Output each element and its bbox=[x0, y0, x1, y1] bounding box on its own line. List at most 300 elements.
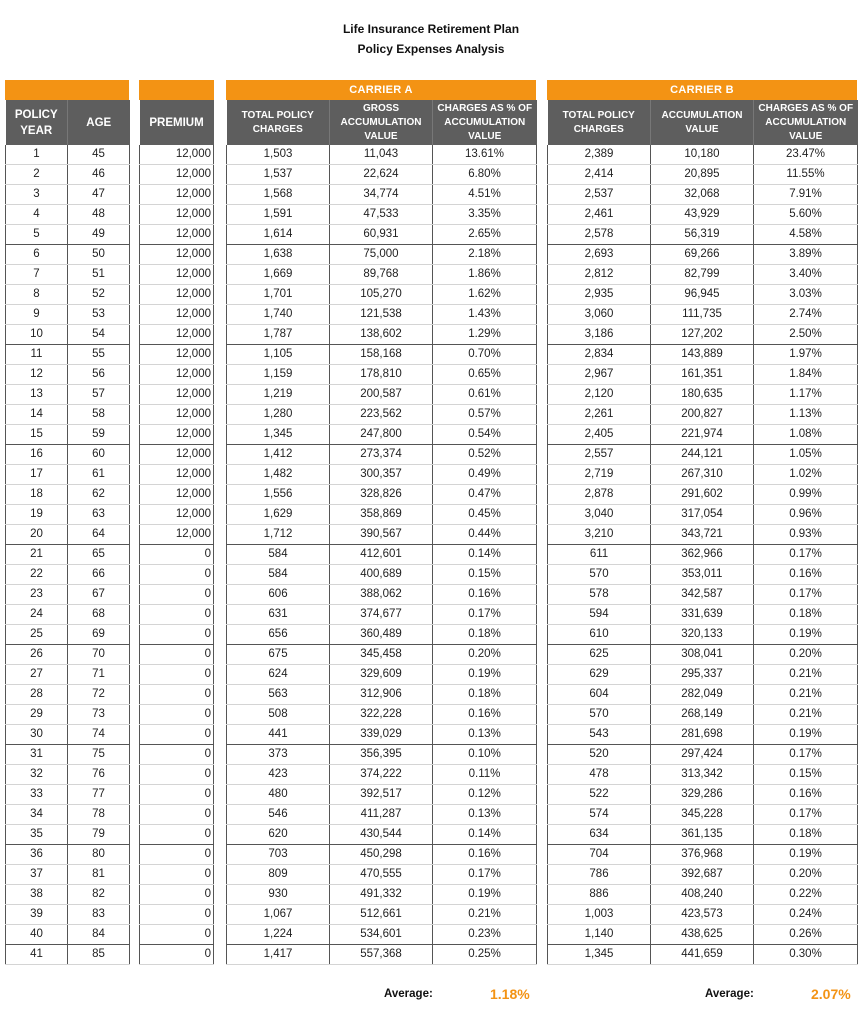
carrier-a-accum-header: GROSS ACCUMULATION VALUE bbox=[330, 100, 433, 145]
carrier-a-total-charges-cell: 631 bbox=[227, 605, 330, 625]
table-row bbox=[548, 225, 858, 245]
table-row bbox=[6, 685, 130, 705]
age-cell: 59 bbox=[68, 425, 130, 445]
carrier-b-accum-cell: 329,286 bbox=[651, 785, 754, 805]
carrier-b-accum-cell: 295,337 bbox=[651, 665, 754, 685]
carrier-b-total-charges-cell: 625 bbox=[548, 645, 651, 665]
premium-cell: 0 bbox=[140, 905, 214, 925]
age-cell: 49 bbox=[68, 225, 130, 245]
table-row bbox=[140, 805, 214, 825]
table-row bbox=[6, 825, 130, 845]
table-row bbox=[548, 365, 858, 385]
carrier-a-pct-cell: 0.16% bbox=[433, 585, 537, 605]
carrier-b-pct-cell: 0.19% bbox=[754, 625, 858, 645]
carrier-a-total-charges-cell: 606 bbox=[227, 585, 330, 605]
table-row bbox=[227, 865, 537, 885]
carrier-a-accum-cell: 273,374 bbox=[330, 445, 433, 465]
carrier-b-accum-cell: 111,735 bbox=[651, 305, 754, 325]
carrier-b-total-charges-cell: 594 bbox=[548, 605, 651, 625]
table-row bbox=[227, 625, 537, 645]
carrier-a-pct-cell: 0.52% bbox=[433, 445, 537, 465]
carrier-b-total-charges-cell: 1,003 bbox=[548, 905, 651, 925]
premium-cell: 0 bbox=[140, 565, 214, 585]
carrier-b-accum-cell: 376,968 bbox=[651, 845, 754, 865]
carrier-b-pct-cell: 1.13% bbox=[754, 405, 858, 425]
carrier-a-total-charges-cell: 1,503 bbox=[227, 145, 330, 165]
carrier-b-pct-cell: 3.40% bbox=[754, 265, 858, 285]
policy-year-cell: 12 bbox=[6, 365, 68, 385]
table-row bbox=[6, 425, 130, 445]
carrier-b-pct-cell: 0.17% bbox=[754, 585, 858, 605]
carrier-a-accum-cell: 430,544 bbox=[330, 825, 433, 845]
table-row bbox=[227, 705, 537, 725]
table-row bbox=[6, 925, 130, 945]
table-row bbox=[140, 465, 214, 485]
carrier-a-pct-cell: 2.65% bbox=[433, 225, 537, 245]
table-row bbox=[6, 545, 130, 565]
table-row bbox=[140, 385, 214, 405]
carrier-a-pct-cell: 0.17% bbox=[433, 605, 537, 625]
table-row bbox=[140, 905, 214, 925]
carrier-a-total-charges-cell: 1,701 bbox=[227, 285, 330, 305]
carrier-a-pct-cell: 1.86% bbox=[433, 265, 537, 285]
table-row bbox=[140, 925, 214, 945]
carrier-a-accum-cell: 512,661 bbox=[330, 905, 433, 925]
premium-cell: 12,000 bbox=[140, 365, 214, 385]
table-row bbox=[548, 745, 858, 765]
table-row bbox=[6, 225, 130, 245]
carrier-b-pct-cell: 0.30% bbox=[754, 945, 858, 965]
table-row bbox=[227, 425, 537, 445]
age-cell: 73 bbox=[68, 705, 130, 725]
carrier-b-pct-cell: 0.20% bbox=[754, 865, 858, 885]
policy-year-cell: 28 bbox=[6, 685, 68, 705]
carrier-b-pct-cell: 0.17% bbox=[754, 545, 858, 565]
carrier-b-pct-cell: 0.17% bbox=[754, 805, 858, 825]
carrier-a-accum-cell: 339,029 bbox=[330, 725, 433, 745]
carrier-a-pct-cell: 6.80% bbox=[433, 165, 537, 185]
carrier-b-heading: CARRIER B bbox=[547, 80, 857, 100]
table-row bbox=[227, 405, 537, 425]
table-row bbox=[140, 145, 214, 165]
carrier-a-accum-cell: 356,395 bbox=[330, 745, 433, 765]
age-cell: 76 bbox=[68, 765, 130, 785]
table-row bbox=[227, 485, 537, 505]
carrier-a-total-charges-cell: 1,105 bbox=[227, 345, 330, 365]
carrier-a-accum-cell: 400,689 bbox=[330, 565, 433, 585]
carrier-b-accum-cell: 20,895 bbox=[651, 165, 754, 185]
carrier-b-accum-cell: 317,054 bbox=[651, 505, 754, 525]
table-row bbox=[227, 805, 537, 825]
table-row bbox=[140, 505, 214, 525]
table-row bbox=[140, 565, 214, 585]
policy-year-cell: 8 bbox=[6, 285, 68, 305]
policy-year-cell: 29 bbox=[6, 705, 68, 725]
table-row bbox=[140, 425, 214, 445]
premium-cell: 0 bbox=[140, 585, 214, 605]
age-cell: 53 bbox=[68, 305, 130, 325]
carrier-b-accum-cell: 96,945 bbox=[651, 285, 754, 305]
carrier-b-pct-cell: 3.89% bbox=[754, 245, 858, 265]
table-row bbox=[227, 305, 537, 325]
carrier-a-total-charges-cell: 624 bbox=[227, 665, 330, 685]
premium-cell: 0 bbox=[140, 725, 214, 745]
policy-year-cell: 11 bbox=[6, 345, 68, 365]
table-row bbox=[140, 945, 214, 965]
carrier-a-total-charges-cell: 373 bbox=[227, 745, 330, 765]
premium-cell: 12,000 bbox=[140, 445, 214, 465]
table-row bbox=[6, 865, 130, 885]
carrier-a-total-charges-cell: 1,159 bbox=[227, 365, 330, 385]
table-row bbox=[548, 805, 858, 825]
carrier-a-accum-cell: 34,774 bbox=[330, 185, 433, 205]
carrier-a-pct-cell: 0.54% bbox=[433, 425, 537, 445]
premium-cell: 0 bbox=[140, 545, 214, 565]
table-row bbox=[227, 325, 537, 345]
table-row bbox=[548, 425, 858, 445]
carrier-a-total-charges-cell: 1,224 bbox=[227, 925, 330, 945]
carrier-a-accum-cell: 47,533 bbox=[330, 205, 433, 225]
carrier-a-pct-cell: 0.49% bbox=[433, 465, 537, 485]
carrier-a-total-charges-cell: 1,638 bbox=[227, 245, 330, 265]
premium-cell: 12,000 bbox=[140, 505, 214, 525]
table-row bbox=[140, 585, 214, 605]
table-row bbox=[548, 145, 858, 165]
carrier-a-total-charges-cell: 703 bbox=[227, 845, 330, 865]
carrier-b-accum-cell: 143,889 bbox=[651, 345, 754, 365]
carrier-a-total-charges-header: TOTAL POLICY CHARGES bbox=[227, 100, 330, 145]
policy-year-cell: 33 bbox=[6, 785, 68, 805]
age-cell: 47 bbox=[68, 185, 130, 205]
table-row bbox=[548, 825, 858, 845]
carrier-b-pct-cell: 0.99% bbox=[754, 485, 858, 505]
carrier-a-total-charges-cell: 441 bbox=[227, 725, 330, 745]
carrier-b-accum-cell: 10,180 bbox=[651, 145, 754, 165]
premium-cell: 0 bbox=[140, 625, 214, 645]
carrier-b-pct-cell: 1.97% bbox=[754, 345, 858, 365]
premium-cell: 12,000 bbox=[140, 205, 214, 225]
carrier-b-accum-cell: 362,966 bbox=[651, 545, 754, 565]
carrier-b-accum-cell: 438,625 bbox=[651, 925, 754, 945]
policy-year-cell: 27 bbox=[6, 665, 68, 685]
table-row bbox=[548, 545, 858, 565]
carrier-a-pct-cell: 0.45% bbox=[433, 505, 537, 525]
carrier-b-total-charges-cell: 704 bbox=[548, 845, 651, 865]
table-row bbox=[227, 665, 537, 685]
carrier-a-table bbox=[226, 100, 537, 965]
table-row bbox=[548, 705, 858, 725]
carrier-b-total-charges-cell: 3,060 bbox=[548, 305, 651, 325]
carrier-b-total-charges-cell: 3,210 bbox=[548, 525, 651, 545]
table-row bbox=[140, 705, 214, 725]
age-cell: 56 bbox=[68, 365, 130, 385]
policy-year-cell: 3 bbox=[6, 185, 68, 205]
carrier-a-pct-cell: 0.14% bbox=[433, 545, 537, 565]
table-row bbox=[140, 265, 214, 285]
table-row bbox=[140, 345, 214, 365]
policy-year-cell: 23 bbox=[6, 585, 68, 605]
carrier-a-accum-cell: 557,368 bbox=[330, 945, 433, 965]
carrier-a-pct-cell: 1.29% bbox=[433, 325, 537, 345]
carrier-a-accum-cell: 300,357 bbox=[330, 465, 433, 485]
carrier-a-total-charges-cell: 1,787 bbox=[227, 325, 330, 345]
carrier-b-total-charges-cell: 1,345 bbox=[548, 945, 651, 965]
carrier-a-accum-cell: 11,043 bbox=[330, 145, 433, 165]
carrier-a-accum-cell: 390,567 bbox=[330, 525, 433, 545]
policy-year-cell: 39 bbox=[6, 905, 68, 925]
table-row bbox=[140, 605, 214, 625]
carrier-b-pct-cell: 1.84% bbox=[754, 365, 858, 385]
age-cell: 58 bbox=[68, 405, 130, 425]
carrier-b-pct-cell: 0.93% bbox=[754, 525, 858, 545]
carrier-b-total-charges-cell: 570 bbox=[548, 705, 651, 725]
table-row bbox=[6, 445, 130, 465]
carrier-a-average-label: Average: bbox=[384, 988, 433, 1000]
table-row bbox=[6, 625, 130, 645]
age-cell: 82 bbox=[68, 885, 130, 905]
carrier-a-pct-cell: 0.23% bbox=[433, 925, 537, 945]
table-row bbox=[548, 625, 858, 645]
policy-year-cell: 16 bbox=[6, 445, 68, 465]
table-row bbox=[227, 365, 537, 385]
carrier-a-total-charges-cell: 584 bbox=[227, 545, 330, 565]
table-row bbox=[6, 565, 130, 585]
table-row bbox=[140, 325, 214, 345]
table-row bbox=[140, 545, 214, 565]
carrier-a-pct-cell: 0.21% bbox=[433, 905, 537, 925]
carrier-b-total-charges-cell: 610 bbox=[548, 625, 651, 645]
table-row bbox=[548, 885, 858, 905]
carrier-a-accum-cell: 360,489 bbox=[330, 625, 433, 645]
policy-year-cell: 34 bbox=[6, 805, 68, 825]
age-cell: 67 bbox=[68, 585, 130, 605]
policy-year-cell: 13 bbox=[6, 385, 68, 405]
carrier-b-pct-cell: 0.26% bbox=[754, 925, 858, 945]
carrier-b-total-charges-cell: 520 bbox=[548, 745, 651, 765]
table-row bbox=[6, 185, 130, 205]
carrier-a-accum-cell: 312,906 bbox=[330, 685, 433, 705]
carrier-a-total-charges-cell: 584 bbox=[227, 565, 330, 585]
table-row bbox=[140, 525, 214, 545]
carrier-b-average-label: Average: bbox=[705, 988, 754, 1000]
carrier-a-total-charges-cell: 1,556 bbox=[227, 485, 330, 505]
premium-block bbox=[139, 80, 214, 965]
carrier-b-accum-cell: 308,041 bbox=[651, 645, 754, 665]
carrier-a-pct-cell: 13.61% bbox=[433, 145, 537, 165]
carrier-a-accum-cell: 392,517 bbox=[330, 785, 433, 805]
carrier-a-pct-cell: 0.11% bbox=[433, 765, 537, 785]
age-cell: 77 bbox=[68, 785, 130, 805]
carrier-b-pct-cell: 0.19% bbox=[754, 725, 858, 745]
premium-cell: 12,000 bbox=[140, 425, 214, 445]
carrier-b-total-charges-cell: 634 bbox=[548, 825, 651, 845]
table-row bbox=[6, 305, 130, 325]
carrier-a-accum-cell: 247,800 bbox=[330, 425, 433, 445]
premium-cell: 12,000 bbox=[140, 345, 214, 365]
table-row bbox=[548, 505, 858, 525]
carrier-b-accum-cell: 408,240 bbox=[651, 885, 754, 905]
table-row bbox=[227, 885, 537, 905]
carrier-a-pct-cell: 0.65% bbox=[433, 365, 537, 385]
table-row bbox=[548, 465, 858, 485]
carrier-a-total-charges-cell: 620 bbox=[227, 825, 330, 845]
carrier-a-total-charges-cell: 675 bbox=[227, 645, 330, 665]
table-row bbox=[227, 385, 537, 405]
table-row bbox=[227, 245, 537, 265]
table-row bbox=[6, 705, 130, 725]
policy-year-cell: 30 bbox=[6, 725, 68, 745]
table-row bbox=[6, 285, 130, 305]
age-cell: 62 bbox=[68, 485, 130, 505]
table-row bbox=[548, 285, 858, 305]
table-row bbox=[140, 845, 214, 865]
age-cell: 79 bbox=[68, 825, 130, 845]
carrier-b-total-charges-cell: 604 bbox=[548, 685, 651, 705]
table-row bbox=[140, 745, 214, 765]
table-row bbox=[227, 785, 537, 805]
table-row bbox=[140, 185, 214, 205]
carrier-b-accum-cell: 320,133 bbox=[651, 625, 754, 645]
age-cell: 85 bbox=[68, 945, 130, 965]
carrier-a-pct-cell: 0.19% bbox=[433, 885, 537, 905]
page-subtitle: Policy Expenses Analysis bbox=[357, 42, 505, 56]
carrier-b-pct-cell: 0.16% bbox=[754, 785, 858, 805]
carrier-b-accum-cell: 200,827 bbox=[651, 405, 754, 425]
age-header: AGE bbox=[68, 100, 130, 145]
carrier-a-total-charges-cell: 1,740 bbox=[227, 305, 330, 325]
carrier-a-accum-cell: 322,228 bbox=[330, 705, 433, 725]
premium-cell: 12,000 bbox=[140, 245, 214, 265]
age-cell: 50 bbox=[68, 245, 130, 265]
carrier-a-pct-cell: 0.19% bbox=[433, 665, 537, 685]
table-row bbox=[548, 245, 858, 265]
carrier-b-accum-cell: 361,135 bbox=[651, 825, 754, 845]
table-row bbox=[227, 745, 537, 765]
carrier-b-pct-cell: 1.08% bbox=[754, 425, 858, 445]
carrier-b-accum-cell: 69,266 bbox=[651, 245, 754, 265]
age-cell: 72 bbox=[68, 685, 130, 705]
policy-year-cell: 21 bbox=[6, 545, 68, 565]
carrier-b-accum-cell: 161,351 bbox=[651, 365, 754, 385]
carrier-b-accum-cell: 32,068 bbox=[651, 185, 754, 205]
age-cell: 69 bbox=[68, 625, 130, 645]
age-cell: 71 bbox=[68, 665, 130, 685]
premium-cell: 0 bbox=[140, 865, 214, 885]
carrier-a-accum-cell: 491,332 bbox=[330, 885, 433, 905]
table-row bbox=[548, 925, 858, 945]
carrier-b-total-charges-cell: 629 bbox=[548, 665, 651, 685]
age-cell: 60 bbox=[68, 445, 130, 465]
table-row bbox=[227, 445, 537, 465]
carrier-a-pct-cell: 0.20% bbox=[433, 645, 537, 665]
carrier-a-pct-cell: 0.17% bbox=[433, 865, 537, 885]
carrier-b-pct-cell: 0.15% bbox=[754, 765, 858, 785]
carrier-b-total-charges-cell: 2,578 bbox=[548, 225, 651, 245]
policy-year-cell: 14 bbox=[6, 405, 68, 425]
age-cell: 57 bbox=[68, 385, 130, 405]
table-row bbox=[6, 485, 130, 505]
table-row bbox=[548, 765, 858, 785]
carrier-b-total-charges-cell: 2,812 bbox=[548, 265, 651, 285]
premium-cell: 12,000 bbox=[140, 165, 214, 185]
carrier-b-accum-cell: 345,228 bbox=[651, 805, 754, 825]
carrier-a-accum-cell: 200,587 bbox=[330, 385, 433, 405]
table-row bbox=[227, 505, 537, 525]
table-row bbox=[227, 725, 537, 745]
carrier-b-total-charges-cell: 2,537 bbox=[548, 185, 651, 205]
carrier-b-total-charges-cell: 3,040 bbox=[548, 505, 651, 525]
table-row bbox=[140, 885, 214, 905]
table-row bbox=[140, 685, 214, 705]
table-row bbox=[140, 865, 214, 885]
premium-cell: 0 bbox=[140, 925, 214, 945]
carrier-b-accum-cell: 313,342 bbox=[651, 765, 754, 785]
age-cell: 78 bbox=[68, 805, 130, 825]
table-row bbox=[6, 845, 130, 865]
table-row bbox=[227, 345, 537, 365]
policy-year-cell: 24 bbox=[6, 605, 68, 625]
carrier-b-pct-cell: 0.22% bbox=[754, 885, 858, 905]
age-cell: 74 bbox=[68, 725, 130, 745]
carrier-b-total-charges-cell: 2,557 bbox=[548, 445, 651, 465]
carrier-a-accum-cell: 138,602 bbox=[330, 325, 433, 345]
table-row bbox=[548, 525, 858, 545]
carrier-b-total-charges-cell: 2,405 bbox=[548, 425, 651, 445]
carrier-a-pct-cell: 0.18% bbox=[433, 625, 537, 645]
policy-year-cell: 6 bbox=[6, 245, 68, 265]
table-row bbox=[548, 385, 858, 405]
table-row bbox=[6, 345, 130, 365]
age-cell: 70 bbox=[68, 645, 130, 665]
table-row bbox=[6, 765, 130, 785]
carrier-b-accum-cell: 297,424 bbox=[651, 745, 754, 765]
table-row bbox=[548, 665, 858, 685]
carrier-a-total-charges-cell: 480 bbox=[227, 785, 330, 805]
carrier-b-total-charges-header: TOTAL POLICY CHARGES bbox=[548, 100, 651, 145]
policy-year-cell: 40 bbox=[6, 925, 68, 945]
carrier-b-pct-cell: 11.55% bbox=[754, 165, 858, 185]
carrier-a-total-charges-cell: 1,669 bbox=[227, 265, 330, 285]
carrier-b-total-charges-cell: 2,719 bbox=[548, 465, 651, 485]
table-row bbox=[140, 165, 214, 185]
carrier-a-accum-cell: 374,677 bbox=[330, 605, 433, 625]
carrier-a-total-charges-cell: 1,712 bbox=[227, 525, 330, 545]
year-age-orange-band bbox=[5, 80, 129, 100]
age-cell: 46 bbox=[68, 165, 130, 185]
table-row bbox=[548, 325, 858, 345]
table-row bbox=[140, 205, 214, 225]
table-row bbox=[6, 465, 130, 485]
carrier-a-pct-cell: 0.14% bbox=[433, 825, 537, 845]
carrier-b-pct-cell: 0.18% bbox=[754, 825, 858, 845]
carrier-a-pct-cell: 0.10% bbox=[433, 745, 537, 765]
carrier-b-total-charges-cell: 478 bbox=[548, 765, 651, 785]
table-row bbox=[227, 265, 537, 285]
carrier-b-pct-cell: 1.17% bbox=[754, 385, 858, 405]
premium-cell: 12,000 bbox=[140, 265, 214, 285]
premium-cell: 12,000 bbox=[140, 385, 214, 405]
table-row bbox=[6, 245, 130, 265]
age-cell: 54 bbox=[68, 325, 130, 345]
carrier-a-accum-cell: 89,768 bbox=[330, 265, 433, 285]
premium-cell: 0 bbox=[140, 825, 214, 845]
carrier-b-accum-cell: 268,149 bbox=[651, 705, 754, 725]
age-cell: 65 bbox=[68, 545, 130, 565]
carrier-b-total-charges-cell: 1,140 bbox=[548, 925, 651, 945]
carrier-b-total-charges-cell: 2,935 bbox=[548, 285, 651, 305]
policy-year-cell: 25 bbox=[6, 625, 68, 645]
premium-cell: 0 bbox=[140, 785, 214, 805]
